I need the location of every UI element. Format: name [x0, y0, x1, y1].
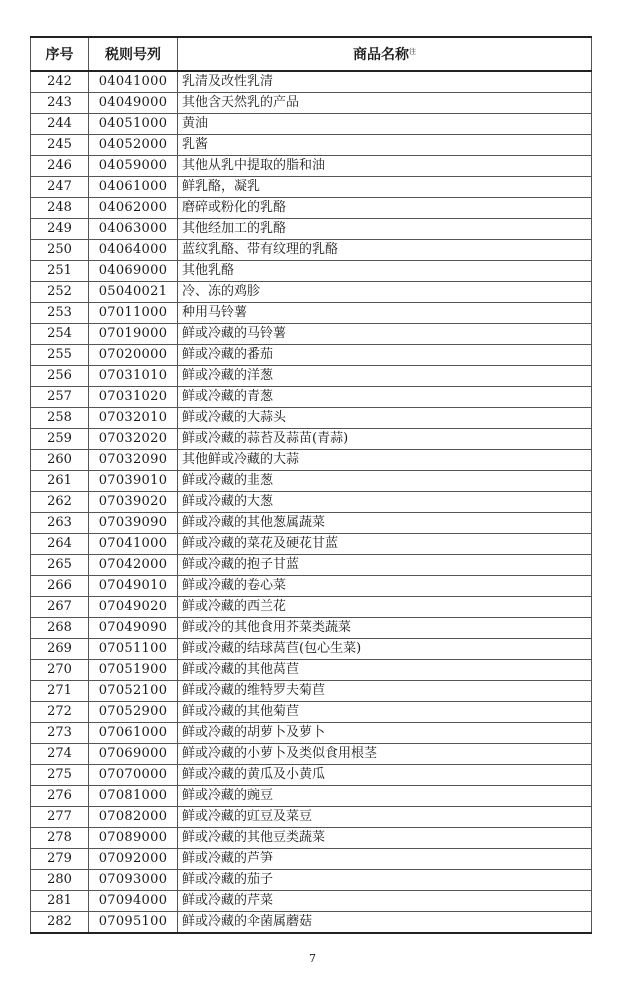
row-name: 其他从乳中提取的脂和油 — [178, 156, 592, 177]
table-row — [31, 660, 592, 681]
row-name: 鲜或冷藏的其他莴苣 — [178, 660, 592, 681]
table-row — [31, 71, 592, 93]
row-code: 07052900 — [89, 702, 178, 723]
row-index: 244 — [31, 114, 89, 135]
row-code: 04064000 — [89, 240, 178, 261]
table-row — [31, 156, 592, 177]
table-row — [31, 702, 592, 723]
row-name: 黄油 — [178, 114, 592, 135]
row-code: 07089000 — [89, 828, 178, 849]
row-code: 05040021 — [89, 282, 178, 303]
row-code: 07049020 — [89, 597, 178, 618]
row-code: 04059000 — [89, 156, 178, 177]
row-index: 263 — [31, 513, 89, 534]
row-index: 279 — [31, 849, 89, 870]
row-code: 07031020 — [89, 387, 178, 408]
row-index: 262 — [31, 492, 89, 513]
row-code: 07042000 — [89, 555, 178, 576]
row-index: 251 — [31, 261, 89, 282]
table-row — [31, 345, 592, 366]
row-code: 07093000 — [89, 870, 178, 891]
table-row — [31, 471, 592, 492]
table-row — [31, 807, 592, 828]
row-name: 磨碎或粉化的乳酪 — [178, 198, 592, 219]
table-row — [31, 597, 592, 618]
row-code: 04041000 — [89, 71, 178, 93]
row-code: 07051900 — [89, 660, 178, 681]
table-body — [31, 71, 592, 933]
row-code: 07051100 — [89, 639, 178, 660]
row-name: 鲜或冷藏的其他葱属蔬菜 — [178, 513, 592, 534]
table-row — [31, 744, 592, 765]
table-row — [31, 450, 592, 471]
row-name: 鲜或冷藏的抱子甘蓝 — [178, 555, 592, 576]
row-code: 07032090 — [89, 450, 178, 471]
header-name-label: 商品名称 — [353, 47, 409, 63]
table-row — [31, 261, 592, 282]
table-row — [31, 618, 592, 639]
row-name: 鲜或冷藏的小萝卜及类似食用根茎 — [178, 744, 592, 765]
row-name: 鲜或冷藏的豇豆及菜豆 — [178, 807, 592, 828]
row-index: 270 — [31, 660, 89, 681]
row-index: 259 — [31, 429, 89, 450]
row-name: 其他含天然乳的产品 — [178, 93, 592, 114]
table-row — [31, 219, 592, 240]
row-name: 鲜或冷藏的大葱 — [178, 492, 592, 513]
row-index: 282 — [31, 912, 89, 934]
row-name: 鲜乳酪，凝乳 — [178, 177, 592, 198]
row-index: 265 — [31, 555, 89, 576]
row-code: 07061000 — [89, 723, 178, 744]
table-row — [31, 114, 592, 135]
table-row — [31, 555, 592, 576]
row-index: 275 — [31, 765, 89, 786]
row-code: 04062000 — [89, 198, 178, 219]
row-name: 冷、冻的鸡胗 — [178, 282, 592, 303]
table-row — [31, 492, 592, 513]
row-index: 280 — [31, 870, 89, 891]
row-code: 07032010 — [89, 408, 178, 429]
table-row — [31, 912, 592, 934]
table-row — [31, 387, 592, 408]
row-code: 07039090 — [89, 513, 178, 534]
row-index: 257 — [31, 387, 89, 408]
row-index: 261 — [31, 471, 89, 492]
row-name: 鲜或冷藏的芹菜 — [178, 891, 592, 912]
row-index: 242 — [31, 71, 89, 93]
row-code: 07049010 — [89, 576, 178, 597]
page-number: 7 — [309, 952, 316, 965]
row-name: 鲜或冷藏的洋葱 — [178, 366, 592, 387]
row-code: 07049090 — [89, 618, 178, 639]
row-code: 07041000 — [89, 534, 178, 555]
table-row — [31, 177, 592, 198]
row-name: 鲜或冷藏的韭葱 — [178, 471, 592, 492]
row-name: 鲜或冷藏的维特罗夫菊苣 — [178, 681, 592, 702]
row-index: 277 — [31, 807, 89, 828]
table-row — [31, 324, 592, 345]
row-index: 281 — [31, 891, 89, 912]
row-index: 268 — [31, 618, 89, 639]
row-index: 252 — [31, 282, 89, 303]
table-row — [31, 534, 592, 555]
table-row — [31, 429, 592, 450]
row-code: 07039020 — [89, 492, 178, 513]
row-name: 乳清及改性乳清 — [178, 71, 592, 93]
row-index: 274 — [31, 744, 89, 765]
table-row — [31, 786, 592, 807]
row-code: 04069000 — [89, 261, 178, 282]
row-index: 245 — [31, 135, 89, 156]
table-row — [31, 135, 592, 156]
row-name: 鲜或冷藏的番茄 — [178, 345, 592, 366]
row-index: 264 — [31, 534, 89, 555]
row-index: 250 — [31, 240, 89, 261]
row-index: 258 — [31, 408, 89, 429]
tariff-table — [30, 36, 592, 934]
header-name — [178, 37, 592, 71]
row-index: 273 — [31, 723, 89, 744]
row-name: 鲜或冷藏的伞菌属蘑菇 — [178, 912, 592, 934]
row-name: 鲜或冷藏的豌豆 — [178, 786, 592, 807]
row-code: 07081000 — [89, 786, 178, 807]
row-index: 253 — [31, 303, 89, 324]
table-row — [31, 240, 592, 261]
row-index: 248 — [31, 198, 89, 219]
row-index: 269 — [31, 639, 89, 660]
row-index: 243 — [31, 93, 89, 114]
row-name: 鲜或冷藏的卷心菜 — [178, 576, 592, 597]
header-code: 税则号列 — [89, 37, 178, 71]
row-code: 07031010 — [89, 366, 178, 387]
row-code: 07082000 — [89, 807, 178, 828]
row-code: 07070000 — [89, 765, 178, 786]
header-name-note: 注 — [409, 47, 416, 56]
row-index: 255 — [31, 345, 89, 366]
row-index: 278 — [31, 828, 89, 849]
row-code: 04061000 — [89, 177, 178, 198]
row-index: 272 — [31, 702, 89, 723]
row-name: 鲜或冷藏的结球莴苣(包心生菜) — [178, 639, 592, 660]
row-index: 256 — [31, 366, 89, 387]
table-row — [31, 870, 592, 891]
row-index: 271 — [31, 681, 89, 702]
row-name: 鲜或冷藏的其他菊苣 — [178, 702, 592, 723]
row-index: 267 — [31, 597, 89, 618]
row-code: 07069000 — [89, 744, 178, 765]
row-name: 鲜或冷的其他食用芥菜类蔬菜 — [178, 618, 592, 639]
table-row — [31, 765, 592, 786]
row-name: 鲜或冷藏的蒜苔及蒜苗(青蒜) — [178, 429, 592, 450]
table-row — [31, 366, 592, 387]
row-index: 246 — [31, 156, 89, 177]
row-name: 种用马铃薯 — [178, 303, 592, 324]
row-name: 鲜或冷藏的芦笋 — [178, 849, 592, 870]
table-row — [31, 639, 592, 660]
table-row — [31, 723, 592, 744]
row-index: 247 — [31, 177, 89, 198]
row-index: 254 — [31, 324, 89, 345]
header-index: 序号 — [31, 37, 89, 71]
row-code: 07092000 — [89, 849, 178, 870]
row-code: 07019000 — [89, 324, 178, 345]
table-header-row — [31, 37, 592, 71]
row-code: 07052100 — [89, 681, 178, 702]
row-name: 其他鲜或冷藏的大蒜 — [178, 450, 592, 471]
row-code: 07039010 — [89, 471, 178, 492]
row-name: 乳酱 — [178, 135, 592, 156]
table-row — [31, 408, 592, 429]
row-index: 276 — [31, 786, 89, 807]
row-name: 鲜或冷藏的其他豆类蔬菜 — [178, 828, 592, 849]
row-name: 其他乳酪 — [178, 261, 592, 282]
row-index: 266 — [31, 576, 89, 597]
row-name: 蓝纹乳酪、带有纹理的乳酪 — [178, 240, 592, 261]
table-row — [31, 93, 592, 114]
table-row — [31, 576, 592, 597]
table-row — [31, 849, 592, 870]
table-row — [31, 828, 592, 849]
row-name: 鲜或冷藏的青葱 — [178, 387, 592, 408]
row-code: 04051000 — [89, 114, 178, 135]
row-code: 04063000 — [89, 219, 178, 240]
row-code: 07094000 — [89, 891, 178, 912]
row-code: 04049000 — [89, 93, 178, 114]
table-row — [31, 282, 592, 303]
table-row — [31, 681, 592, 702]
table-row — [31, 513, 592, 534]
row-name: 其他经加工的乳酪 — [178, 219, 592, 240]
row-code: 07095100 — [89, 912, 178, 934]
row-code: 07032020 — [89, 429, 178, 450]
row-name: 鲜或冷藏的西兰花 — [178, 597, 592, 618]
row-name: 鲜或冷藏的茄子 — [178, 870, 592, 891]
row-name: 鲜或冷藏的胡萝卜及萝卜 — [178, 723, 592, 744]
row-index: 249 — [31, 219, 89, 240]
table-row — [31, 198, 592, 219]
table-row — [31, 891, 592, 912]
row-code: 07011000 — [89, 303, 178, 324]
row-name: 鲜或冷藏的黄瓜及小黄瓜 — [178, 765, 592, 786]
row-index: 260 — [31, 450, 89, 471]
row-name: 鲜或冷藏的菜花及硬花甘蓝 — [178, 534, 592, 555]
table-row — [31, 303, 592, 324]
row-code: 04052000 — [89, 135, 178, 156]
row-name: 鲜或冷藏的大蒜头 — [178, 408, 592, 429]
row-name: 鲜或冷藏的马铃薯 — [178, 324, 592, 345]
row-code: 07020000 — [89, 345, 178, 366]
